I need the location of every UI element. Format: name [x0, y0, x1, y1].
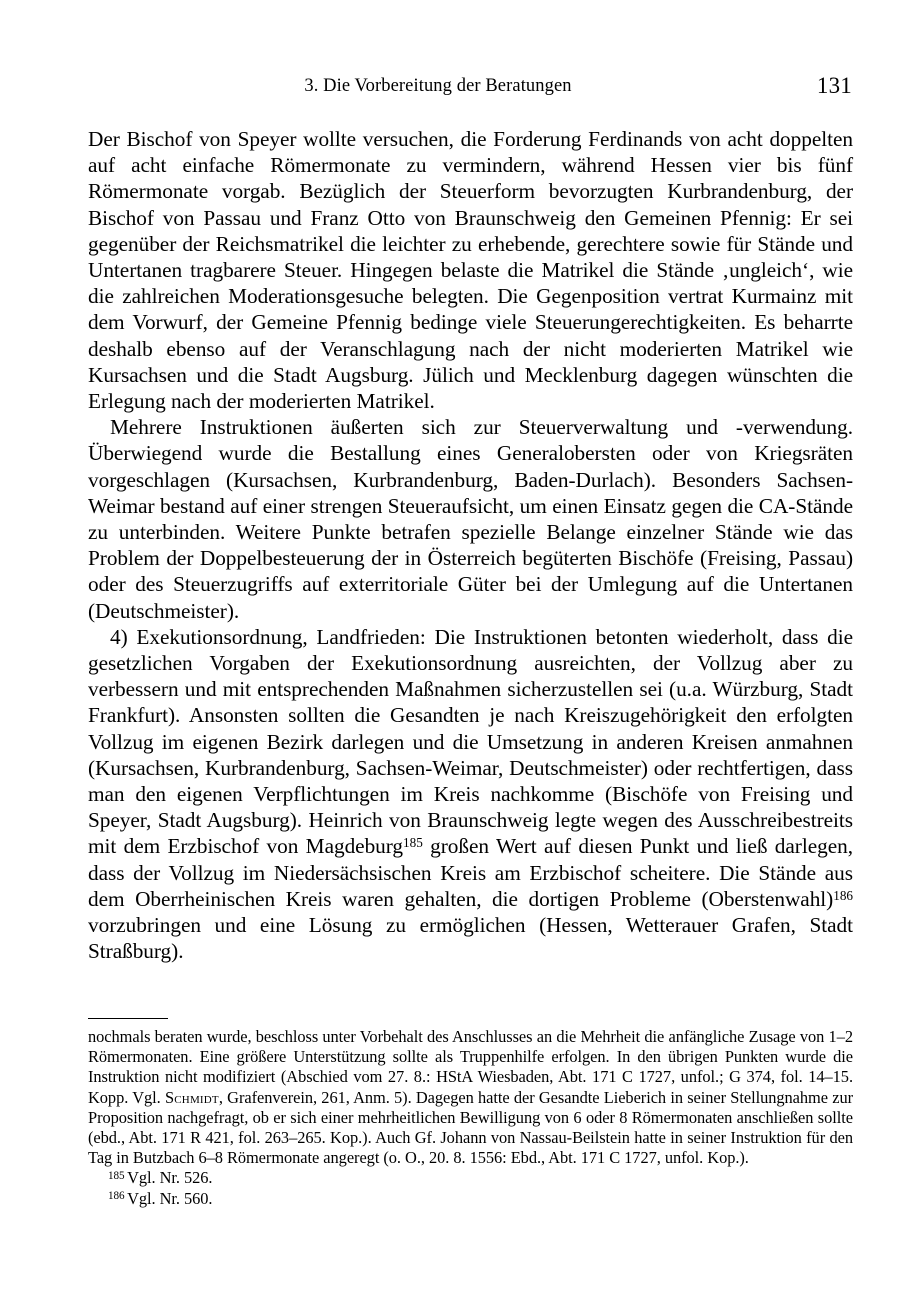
footnote-186	[88, 1189, 853, 1209]
paragraph-3-part-2: großen Wert auf diesen Punkt und ließ darlegen, dass der Vollzug im Niedersächsischen Kreis am Erzbischof scheitere. Die Stände aus dem Oberrheinischen Kreis waren gehalten, die dortigen Probleme (Oberstenwahl)	[88, 834, 853, 911]
footnote-185	[88, 1168, 853, 1188]
footnote-185-number: 185	[108, 1169, 125, 1182]
footnote-citation-author: Schmidt	[164, 1087, 219, 1107]
running-head-title: 3. Die Vorbereitung der Beratungen	[304, 76, 572, 96]
running-head	[88, 73, 852, 106]
footnote-continuation	[88, 1027, 853, 1168]
paragraph-2: Mehrere Instruktionen äußerten sich zur Steuerverwaltung und -verwendung. Überwiegend wurde die Bestallung eines Generalobersten oder von Kriegsräten vorgeschlagen (Kursachsen, Kurbrandenburg, Baden-Durlach). Besonders Sachsen-Weimar bestand auf einer strengen Steueraufsicht, um einen Einsatz gegen die CA-Stände zu unterbinden. Weitere Punkte betrafen spezielle Belange einzelner Stände wie das Problem der Doppelbesteuerung der in Österreich begüterten Bischöfe (Freising, Passau) oder des Steuerzugriffs auf exterritoriale Güter bei der Umlegung auf die Untertanen (Deutschmeister).	[88, 415, 853, 623]
page-number: 131	[816, 73, 852, 98]
footnote-area	[88, 1018, 853, 1209]
footnote-continuation-part-1: nochmals beraten wurde, beschloss unter Vorbehalt des Anschlusses an die Mehrheit die anfängliche Zusage von 1–2 Römermonaten. Eine größere Unterstützung sollte als Truppenhilfe erfolgen. In den übrigen Punkten wurde die Instruktion nicht modifiziert (Abschied vom 27. 8.: HStA Wiesbaden, Abt. 171 C 1727, unfol.; G 374, fol. 14–15. Kopp. Vgl.	[88, 1027, 853, 1107]
paragraph-3-part-3: vorzubringen und eine Lösung zu ermöglichen (Hessen, Wetterauer Grafen, Stadt Straßburg).	[88, 913, 853, 964]
footnote-ref-185[interactable]: 185	[403, 835, 423, 851]
paragraph-1: Der Bischof von Speyer wollte versuchen, die Forderung Ferdinands von acht doppelten auf acht einfache Römermonate zu vermindern, während Hessen vier bis fünf Römermonate vorgab. Bezüglich der Steuerform bevorzugten Kurbrandenburg, der Bischof von Passau und Franz Otto von Braunschweig den Gemeinen Pfennig: Er sei gegenüber der Reichsmatrikel die leichter zu erhebende, gerechtere sowie für Stände und Untertanen tragbarere Steuer. Hingegen belaste die Matrikel die Stände ‚ungleich‘, wie die zahlreichen Moderationsgesuche belegten. Die Gegenposition vertrat Kurmainz mit dem Vorwurf, der Gemeine Pfennig bedinge viele Steuerungerechtigkeiten. Es beharrte deshalb ebenso auf der Veranschlagung nach der nicht moderierten Matrikel wie Kursachsen und die Stadt Augsburg. Jülich und Mecklenburg dagegen wünschten die Erlegung nach der moderierten Matrikel.	[88, 127, 853, 414]
footnote-185-text: Vgl. Nr. 526.	[127, 1168, 213, 1188]
footnote-186-number: 186	[108, 1189, 125, 1202]
paragraph-3-part-1: 4) Exekutionsordnung, Landfrieden: Die Instruktionen betonten wiederholt, dass die gesetzlichen Vorgaben der Exekutionsordnung ausreichten, der Vollzug aber zu verbessern und mit entsprechenden Maßnahmen sicherzustellen sei (u.a. Würzburg, Stadt Frankfurt). Ansonsten sollten die Gesandten je nach Kreiszugehörigkeit den erfolgten Vollzug im eigenen Bezirk darlegen und die Umsetzung in anderen Kreisen anmahnen (Kursachsen, Kurbrandenburg, Sachsen-Weimar, Deutschmeister) oder rechtfertigen, dass man den eigenen Verpflichtungen im Kreis nachkomme (Bischöfe von Freising und Speyer, Stadt Augsburg). Heinrich von Braunschweig legte wegen des Ausschreibestreits mit dem Erzbischof von Magdeburg	[88, 624, 853, 859]
footnote-separator-rule	[88, 1018, 168, 1019]
paragraph-3	[88, 624, 853, 965]
footnote-186-text: Vgl. Nr. 560.	[127, 1188, 213, 1208]
body-text	[88, 126, 853, 965]
footnote-ref-186[interactable]: 186	[833, 887, 853, 903]
footnote-continuation-part-2: , Grafenverein, 261, Anm. 5). Dagegen hatte der Gesandte Lieberich in seiner Stellungnahme zur Proposition nachgefragt, ob er sich einer mehrheitlichen Bewilligung von 6 oder 8 Römermonaten anschließen sollte (ebd., Abt. 171 R 421, fol. 263–265. Kop.). Auch Gf. Johann von Nassau-Beilstein hatte in seiner Instruktion für den Tag in Butzbach 6–8 Römermonate angeregt (o. O., 20. 8. 1556: Ebd., Abt. 171 C 1727, unfol. Kop.).	[88, 1087, 853, 1168]
